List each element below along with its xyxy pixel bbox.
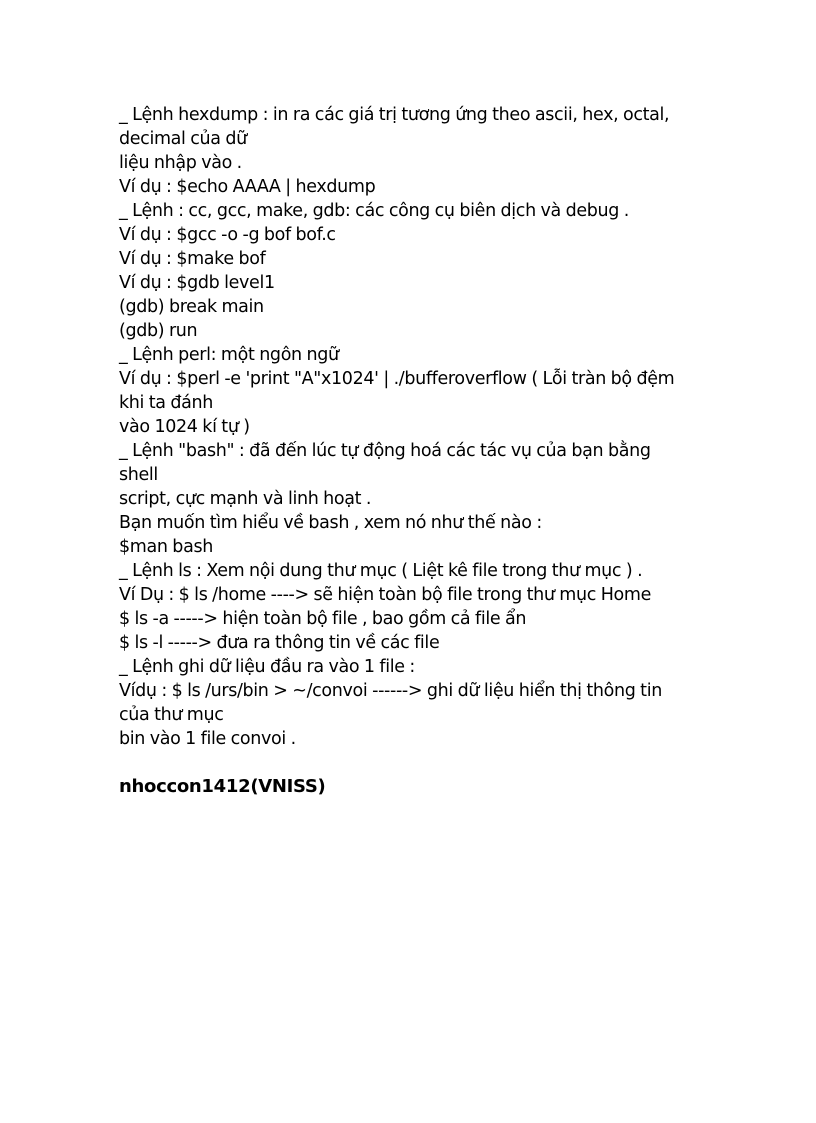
text-line: (gdb) run xyxy=(119,321,198,341)
text-line: Ví Dụ : $ ls /home ----> sẽ hiện toàn bộ file trong thư mục Home xyxy=(119,585,651,605)
text-line: script, cực mạnh và linh hoạt . xyxy=(119,489,372,509)
text-line: Ví dụ : $gcc -o -g bof bof.c xyxy=(119,225,336,245)
text-line: _ Lệnh hexdump : in ra các giá trị tương ứng theo ascii, hex, octal, xyxy=(119,105,670,125)
text-line: $ ls -a -----> hiện toàn bộ file , bao gồm cả file ẩn xyxy=(119,609,527,629)
text-line: _ Lệnh : cc, gcc, make, gdb: các công cụ biên dịch và debug . xyxy=(119,201,629,221)
text-line: _ Lệnh ls : Xem nội dung thư mục ( Liệt kê file trong thư mục ) . xyxy=(119,561,643,581)
text-line: shell xyxy=(119,465,158,485)
text-line: _ Lệnh perl: một ngôn ngữ xyxy=(119,345,339,365)
text-line: khi ta đánh xyxy=(119,393,213,413)
author-signature: nhoccon1412(VNISS) xyxy=(119,776,326,797)
text-line: vào 1024 kí tự ) xyxy=(119,417,250,437)
text-line: bin vào 1 file convoi . xyxy=(119,729,296,749)
text-line: _ Lệnh ghi dữ liệu đầu ra vào 1 file : xyxy=(119,657,415,677)
text-line: decimal của dữ xyxy=(119,129,247,149)
text-line: Ví dụ : $perl -e 'print "A"x1024' | ./bufferoverflow ( Lỗi tràn bộ đệm xyxy=(119,369,675,389)
text-line: Ví dụ : $echo AAAA | hexdump xyxy=(119,177,376,197)
text-line: $man bash xyxy=(119,537,213,557)
text-line: Vídụ : $ ls /urs/bin > ~/convoi ------> ghi dữ liệu hiển thị thông tin xyxy=(119,681,662,701)
document-body xyxy=(119,103,699,751)
text-line: của thư mục xyxy=(119,705,224,725)
text-line: Ví dụ : $gdb level1 xyxy=(119,273,275,293)
text-line: $ ls -l -----> đưa ra thông tin về các file xyxy=(119,633,440,653)
text-line: Ví dụ : $make bof xyxy=(119,249,266,269)
text-line: liệu nhập vào . xyxy=(119,153,242,173)
text-line: (gdb) break main xyxy=(119,297,264,317)
text-line: _ Lệnh "bash" : đã đến lúc tự động hoá các tác vụ của bạn bằng xyxy=(119,441,651,461)
text-line: Bạn muốn tìm hiểu về bash , xem nó như thế nào : xyxy=(119,513,542,533)
